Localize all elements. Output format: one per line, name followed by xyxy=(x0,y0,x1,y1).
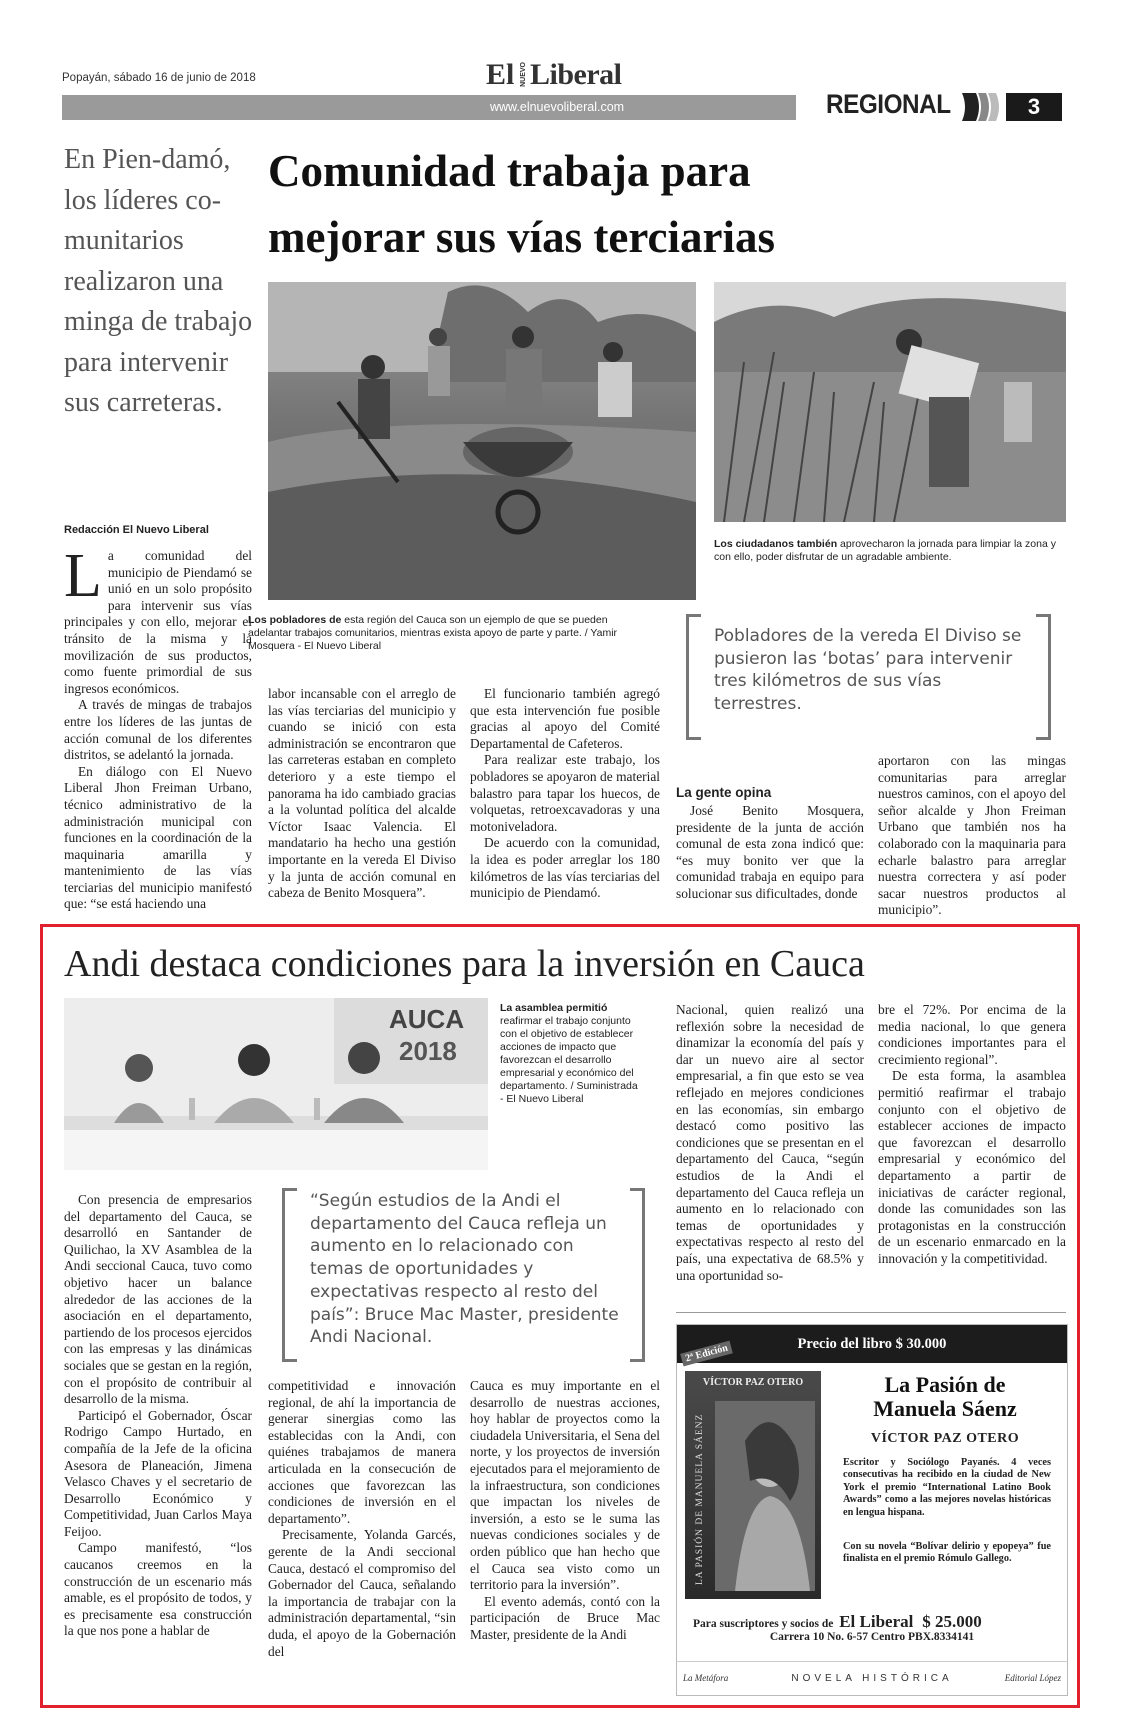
article2-col3-p2: El evento además, contó con la participación de Bruce Mac Master, presidente de la Andi xyxy=(470,1593,660,1642)
article1-col2-p1: labor incansable con el arreglo de las vías terciarias del municipio y cuando se inició con esta administración se encontraron que las carreteras estaban en completo deterioro y a este tiempo el panorama ha ido cambiado gracias a la voluntad política del alcalde Víctor Isaac Valencia. El mandatario ha hecho una gestión importante en la vereda El Diviso y la junta de acción comunal en cabeza de Benito Mosquera”. xyxy=(268,686,456,901)
article2-col3-p1: Cauca es muy importante en el desarrollo de nuestras acciones, hoy hablar de proyectos como la ciudadela Universitaria, el Sena del norte, y los proyectos de inversión ejecutados para el mejoramiento de la infraestructura, son condiciones que impactan los niveles de inversión, a esto se le suma las nuevas condiciones sociales y de orden público que han hecho que el Cauca sea visto como un territorio para la inversión”. xyxy=(470,1378,660,1593)
article1-col4-p1: José Benito Mosquera, presidente de la junta de acción comunal de esta zona indicó que: “es muy bonito ver que la comunidad trabaja en equipo para solucionar sus dificultades, donde xyxy=(676,803,864,901)
article1-photo2-caption-text: aprovecharon la jornada para limpiar la zona y con ello, poder disfrutar de un agradable ambiente. xyxy=(714,538,1056,563)
ad-subscribers-logo: El Liberal xyxy=(839,1612,914,1631)
logo-liberal: Liberal xyxy=(530,58,622,91)
article1-photo1-caption-bold: Los pobladores de xyxy=(248,614,342,626)
article2-col4-p1: Nacional, quien realizó una reflexión sobre la necesidad de dinamizar la economía del país y dar un nuevo aire al sector empresarial, a fin que esto se vea reflejado en mejores condiciones en las economías, sin embargo destacó como positivo las condiciones que se presentan en el departamento del Cauca, “según estudios de la Andi el departamento del Cauca refleja un aumento en lo relacionado con temas de oportunidades y expectativas respecto al resto del país, una expectativa de 68.5% y una oportunidad so- xyxy=(676,1002,864,1283)
article2-col1-p3: Campo manifestó, “los caucanos creemos en la construcción de un escenario más amable, es el propósito de todos, y es precisamente esa construcción la que nos pone a hablar de xyxy=(64,1540,252,1639)
ad-footer-center: NOVELA HISTÓRICA xyxy=(791,1673,953,1684)
svg-text:AUCA: AUCA xyxy=(389,1004,465,1034)
article1-lead: En Pien-damó, los líderes co-munitarios realizaron una minga de trabajo para intervenir sus carreteras. xyxy=(64,144,253,418)
article2-col1-p1: Con presencia de empresarios del departamento del Cauca, se desarrolló en Santander de Quilichao, la XV Asamblea de la Andi seccional Cauca, tuvo como objetivo hacer un balance alrededor de las acciones de la asociación en el departamento, partiendo de los procesos ejercidos con las empresas y las dinámicas sociales que se gestan en la región, con el propósito de contribuir al desarrollo de la misma. xyxy=(64,1192,252,1407)
article1-column-1 xyxy=(64,542,252,913)
ad-subscribers-price: $ 25.000 xyxy=(922,1612,982,1631)
article2-caption-text: reafirmar el trabajo conjunto con el objetivo de establecer acciones de impacto que favorezcan el desarrollo empresarial y económico del departamento. / Suministrada - El Nuevo Liberal xyxy=(500,1015,638,1105)
ad-bio-2: Con su novela “Bolívar delirio y epopeya” fue finalista en el premio Rómulo Gallego. xyxy=(843,1541,1051,1565)
article1-dropcap: L xyxy=(64,542,102,610)
article2-column-2 xyxy=(268,1378,456,1660)
article1-photo2-caption xyxy=(714,538,1066,564)
ad-cover-author: VÍCTOR PAZ OTERO xyxy=(702,1377,804,1388)
article1-col3-p2: Para realizar este trabajo, los pobladores se apoyaron de material balastro para tapar los huecos, de volquetas, retroexcavadoras y una motoniveladora. xyxy=(470,752,660,834)
header-bar xyxy=(62,95,796,120)
article2-photo-caption xyxy=(500,1002,638,1106)
ad-edition-tag: 2ª Edición xyxy=(680,1341,733,1367)
article1-byline: Redacción El Nuevo Liberal xyxy=(64,524,209,536)
article1-col3-p3: De acuerdo con la comunidad, la idea es poder arreglar los 180 kilómetros de las vías terciarias del municipio de Piendamó. xyxy=(470,835,660,901)
article1-title-line1: Comunidad trabaja para xyxy=(268,146,751,196)
section-title: REGIONAL xyxy=(826,89,951,119)
ad-footer-left: La Metáfora xyxy=(683,1673,729,1683)
ad-book-cover xyxy=(685,1371,821,1599)
ad-footer xyxy=(677,1661,1067,1696)
article2-col5-p1: bre el 72%. Por encima de la media nacional, lo que genera condiciones importantes para el crecimiento regional”. xyxy=(878,1002,1066,1067)
article2-column-3 xyxy=(470,1378,660,1644)
article2-col5-p2: De esta forma, la asamblea permitió reafirmar el trabajo conjunto con el objetivo de establecer acciones de impacto que favorezcan el desarrollo empresarial y económico del departamento a partir de iniciativas de carácter regional, donde las comunidades son las protagonistas en la construcción de un escenario enmarcado en la innovación y la competitividad. xyxy=(878,1068,1066,1266)
article2-col1-p2: Participó el Gobernador, Óscar Rodrigo Campo Hurtado, en compañía de la Jefe de la oficina Asesora de Planeación, Jimena Velasco Chaves y el secretario de Desarrollo Económico y Competitividad, Juan Carlos Maya Feijoo. xyxy=(64,1407,252,1539)
ad-address: Carrera 10 No. 6-57 Centro PBX.8334141 xyxy=(769,1631,975,1643)
article2-col2-p1: competitividad e innovación regional, de ahí la importancia de generar sinergias como las establecidas con la Andi, con quiénes trabajamos de manera articulada en la consecución de acciones que favorezcan las condiciones de inversión en el departamento”. xyxy=(268,1378,456,1526)
logo-nuevo: NUEVO xyxy=(520,62,527,87)
article1-pullquote-bracket-right xyxy=(1036,614,1051,740)
ad-book-title xyxy=(827,1373,1063,1421)
ad-author: VÍCTOR PAZ OTERO xyxy=(870,1431,1020,1446)
article1-column-4 xyxy=(676,803,864,903)
logo-el: El xyxy=(486,58,515,91)
article1-photo1-caption-text: esta región del Cauca son un ejemplo de que se pueden adelantar trabajos comunitarios, mientras exista apoyo de parte y parte. / Yamir Mosquera - El Nuevo Liberal xyxy=(248,614,618,652)
article2-column-4 xyxy=(676,1002,864,1284)
article2-pullquote: “Según estudios de la Andi el departamento del Cauca refleja un aumento en lo relacionado con temas de oportunidades y expectativas respecto al resto del país”: Bruce Mac Master, presidente Andi Nacional. xyxy=(310,1191,619,1348)
article1-column-3 xyxy=(470,686,660,902)
ad-subscribers-line xyxy=(693,1612,1059,1632)
ad-title-line2: Manuela Sáenz xyxy=(873,1396,1017,1421)
article1-pullquote-bracket-left xyxy=(686,614,701,740)
article1-column-2 xyxy=(268,686,456,902)
article1-col1-p3: En diálogo con El Nuevo Liberal Jhon Freiman Urbano, técnico administrativo de la administración municipal con funciones en la coordinación de la maquinaria amarilla y mantenimiento de las vías terciarias del municipio manifestó que: “se está haciendo una xyxy=(64,763,252,912)
article2-column-5 xyxy=(878,1002,1066,1268)
article1-photo-clearing xyxy=(714,282,1066,522)
page-number: 3 xyxy=(1006,93,1062,121)
dateline: Popayán, sábado 16 de junio de 2018 xyxy=(62,72,256,84)
article1-col1-p2: A través de mingas de trabajos entre los líderes de las juntas de acción comunal de los diferentes distritos, se adelantó la jornada. xyxy=(64,697,252,763)
svg-text:2018: 2018 xyxy=(399,1036,457,1066)
article1-column-5 xyxy=(878,753,1066,919)
ad-subscribers-label: Para suscriptores y socios de xyxy=(693,1618,834,1630)
ad-footer-right: Editorial López xyxy=(1004,1673,1061,1683)
section-chevron-icon xyxy=(962,93,1006,121)
article2-column-1 xyxy=(64,1192,252,1640)
ad-cover-spine-title: LA PASIÓN DE MANUELA SÁENZ xyxy=(695,1413,705,1585)
article1-col5-p1: aportaron con las mingas comunitarias para arreglar nuestros caminos, con el apoyo del señor alcalde y Jhon Freiman Urbano que también nos ha colaborado con la maquinaria para echarle balastro para arreglar nuestra correctera y así poder sacar nuestros productos al municipio”. xyxy=(878,753,1066,918)
article2-title: Andi destaca condiciones para la inversión en Cauca xyxy=(64,943,865,985)
article2-pullquote-bracket-right xyxy=(630,1188,645,1362)
article1-photo2-caption-bold: Los ciudadanos también xyxy=(714,538,838,550)
article1-opinion-heading: La gente opina xyxy=(676,785,772,800)
article2-photo-assembly xyxy=(64,998,488,1170)
masthead-logo xyxy=(486,58,646,92)
ad-bio-1: Escritor y Sociólogo Payanés. 4 veces consecutivas ha recibido en la ciudad de New York el premio “International Latino Book Awards” como a las mejores novelas históricas en lengua hispana. xyxy=(843,1457,1051,1518)
ad-price-banner: Precio del libro $ 30.000 xyxy=(677,1325,1067,1363)
article2-caption-bold: La asamblea permitió xyxy=(500,1002,608,1014)
article1-col1-p1: a comunidad del municipio de Piendamó se unió en un solo propósito para intervenir sus vías principales y con ello, mejorar el tránsito de la misma y la movilización de sus productos, como fuente primordial de sus ingresos económicos. xyxy=(64,548,252,696)
article1-title xyxy=(268,138,1008,270)
article2-col2-p2: Precisamente, Yolanda Garcés, gerente de la Andi seccional Cauca, destacó el compromiso del Gobernador del Cauca, señalando la importancia de trabajar con la administración departamental, “sin duda, el apoyo de la Gobernación del xyxy=(268,1527,456,1659)
article1-pullquote: Pobladores de la vereda El Diviso se pusieron las ‘botas’ para intervenir tres kilómetros de sus vías terrestres. xyxy=(714,626,1022,714)
article1-photo-workers xyxy=(268,282,696,600)
book-ad xyxy=(676,1324,1068,1696)
article1-col3-p1: El funcionario también agregó que esta intervención fue posible gracias al apoyo del Comité Departamental de Cafeteros. xyxy=(470,686,660,751)
ad-title-line1: La Pasión de xyxy=(884,1372,1006,1397)
article1-title-line2: mejorar sus vías terciarias xyxy=(268,212,775,262)
article1-photo1-caption xyxy=(248,614,618,653)
ad-cover-illustration xyxy=(715,1401,815,1591)
website: www.elnuevoliberal.com xyxy=(490,100,625,114)
article2-pullquote-bracket-left xyxy=(282,1188,297,1362)
ad-divider xyxy=(676,1312,1066,1313)
